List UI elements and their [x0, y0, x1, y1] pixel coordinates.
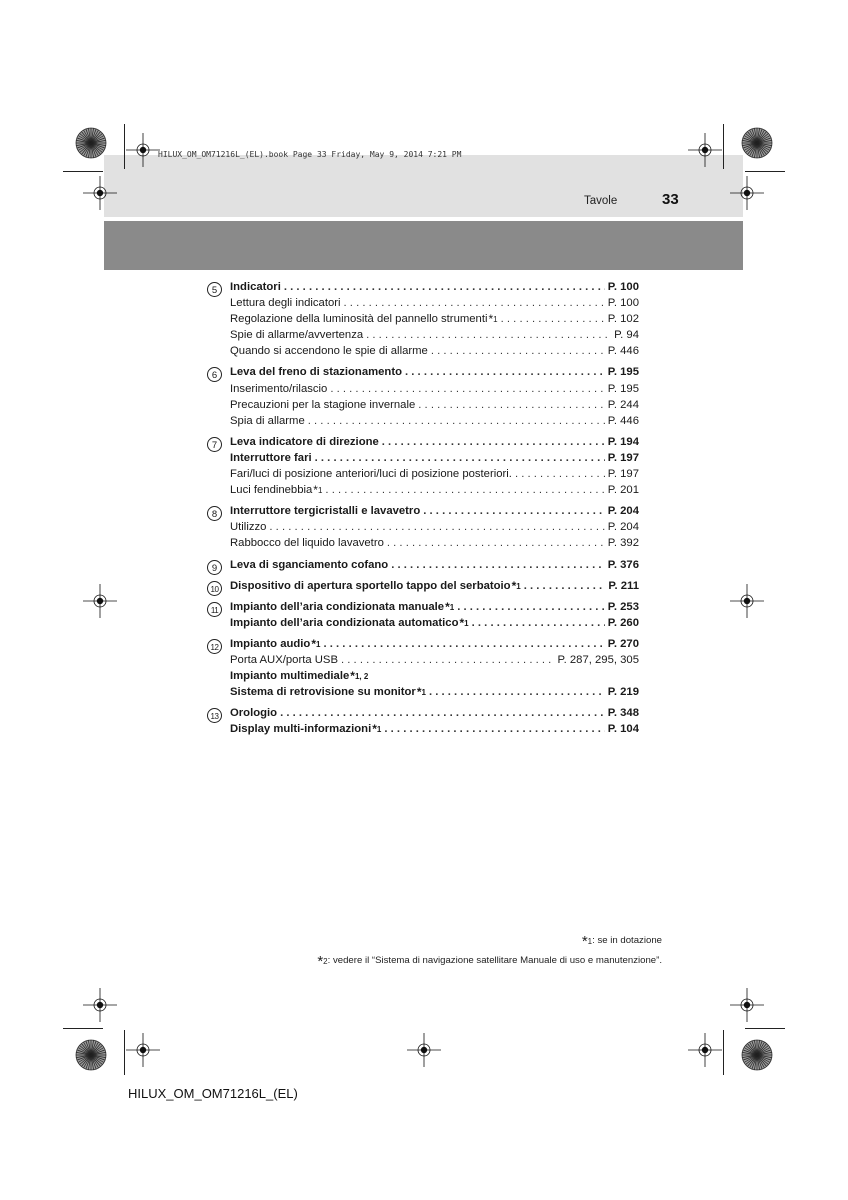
dot-leader: [280, 707, 605, 719]
toc-entry-title: Rabbocco del liquido lavavetro: [230, 537, 384, 550]
dot-leader: [384, 723, 604, 735]
dot-leader: [344, 297, 605, 309]
asterisk-icon: *: [459, 616, 465, 630]
toc-entry[interactable]: [230, 638, 639, 654]
toc-entry[interactable]: [230, 537, 639, 553]
toc-entry[interactable]: [230, 415, 639, 431]
trim-line: [63, 1028, 103, 1029]
crosshair-mark-icon: [83, 988, 117, 1022]
footnote-text: : vedere il “Sistema di navigazione satellitare Manuale di uso e manutenzione”.: [327, 955, 662, 966]
toc-entry-page: P. 195: [607, 382, 639, 395]
footnote-2: [317, 953, 662, 970]
toc-entry-title: Display multi-informazioni: [230, 723, 372, 736]
toc-entry[interactable]: [230, 707, 639, 723]
toc-entry-title: Interruttore fari: [230, 451, 312, 464]
toc-entry[interactable]: [230, 436, 639, 452]
dot-leader: [382, 436, 605, 448]
toc-entry-title: Porta AUX/porta USB: [230, 653, 338, 666]
toc-entry-title: Leva del freno di stazionamento: [230, 366, 402, 379]
toc-entry-page: P. 195: [607, 366, 639, 379]
footnote-reference: [372, 723, 382, 737]
dot-leader: [423, 505, 605, 517]
dot-leader: [315, 452, 605, 464]
footnote-reference: [350, 670, 369, 684]
toc-entry[interactable]: [230, 313, 639, 329]
dot-leader: [418, 399, 605, 411]
footnote-reference-number: 1: [464, 618, 469, 628]
toc-entry[interactable]: [230, 723, 639, 739]
toc-entry-page: P. 211: [608, 579, 639, 592]
footnote-mark: 1: [587, 937, 593, 946]
footnote-reference-number: 1: [317, 486, 323, 496]
trim-line: [124, 1030, 125, 1075]
dot-leader: [524, 580, 606, 592]
toc-entry-title: Fari/luci di posizione anteriori/luci di posizione posteriori.: [230, 468, 512, 481]
toc-entry[interactable]: [230, 559, 639, 575]
toc-group: [207, 559, 639, 575]
toc-group: [207, 580, 639, 596]
circled-number-icon: 12: [207, 639, 222, 654]
toc-entry[interactable]: [230, 345, 639, 361]
footnote-reference-number: 1: [421, 688, 426, 698]
toc-entry-page: P. 201: [607, 484, 639, 497]
asterisk-icon: *: [311, 637, 317, 651]
toc-entry-page: P. 392: [607, 537, 639, 550]
toc-group: [207, 436, 639, 500]
toc-group: [207, 638, 639, 702]
crosshair-mark-icon: [730, 176, 764, 210]
toc-entry[interactable]: [230, 670, 639, 686]
footer-code: HILUX_OM_OM71216L_(EL): [128, 1086, 298, 1101]
toc-entry-title: Sistema di retrovisione su monitor: [230, 686, 416, 699]
toc-entry-page: P. 446: [607, 345, 639, 358]
toc-entry-page: P. 260: [607, 616, 639, 629]
trim-line: [745, 171, 785, 172]
toc-entry-title: Spia di allarme: [230, 414, 305, 427]
dot-leader: [341, 654, 555, 666]
toc-entry-page: P. 100: [607, 297, 639, 310]
toc-entry-page: P. 204: [607, 521, 639, 534]
asterisk-icon: *: [313, 484, 318, 498]
toc-entry-page: P. 94: [614, 329, 639, 342]
circled-number-icon: 5: [207, 282, 222, 297]
toc-entry-title: Spie di allarme/avvertenza: [230, 329, 364, 342]
toc-entry-page: P. 270: [607, 637, 639, 650]
dot-leader: [330, 383, 604, 395]
header-dark-band: [104, 221, 743, 270]
toc-entry-page: P. 102: [607, 313, 639, 326]
toc-group: [207, 366, 639, 430]
asterisk-icon: *: [317, 953, 324, 970]
toc-entry-title: Regolazione della luminosità del pannello strumenti: [230, 313, 488, 326]
dot-leader: [323, 638, 604, 650]
dot-leader: [387, 537, 605, 549]
toc-entry[interactable]: [230, 329, 639, 345]
circled-number-icon: 13: [207, 708, 222, 723]
asterisk-icon: *: [581, 933, 588, 950]
circled-number-icon: 9: [207, 560, 222, 575]
crosshair-mark-icon: [126, 133, 160, 167]
footnote-reference: [511, 579, 521, 593]
crosshair-mark-icon: [688, 1033, 722, 1067]
toc-entry-title: Interruttore tergicristalli e lavavetro: [230, 505, 421, 518]
toc-entry-title: Dispositivo di apertura sportello tappo del serbatoio: [230, 579, 511, 592]
footnote-reference-number: 1: [449, 602, 455, 612]
trim-line: [745, 1028, 785, 1029]
toc-entry[interactable]: [230, 686, 639, 702]
asterisk-icon: *: [416, 686, 422, 700]
footnote-reference: [311, 637, 321, 651]
color-wheel-mark-icon: [74, 1038, 108, 1072]
toc-entry-page: P. 197: [607, 451, 639, 464]
crosshair-mark-icon: [126, 1033, 160, 1067]
color-wheel-mark-icon: [740, 1038, 774, 1072]
circled-number-icon: 7: [207, 437, 222, 452]
toc-entry[interactable]: [230, 654, 639, 670]
toc-entry-page: P. 376: [607, 558, 639, 571]
toc-list: [207, 281, 639, 739]
circled-number-icon: 6: [207, 367, 222, 382]
toc-entry-title: Leva indicatore di direzione: [230, 435, 379, 448]
footnote-reference-number: 1: [493, 315, 498, 325]
footnote-reference-number: 1: [316, 639, 321, 649]
dot-leader: [284, 281, 605, 293]
footnote-reference: [313, 484, 323, 498]
toc-entry[interactable]: [230, 383, 639, 399]
asterisk-icon: *: [372, 723, 377, 737]
circled-number-icon: 10: [207, 581, 222, 596]
toc-entry[interactable]: [230, 399, 639, 415]
footnote-1: [582, 933, 662, 950]
footnote-reference-number: 1: [376, 725, 382, 735]
toc-group: [207, 707, 639, 739]
toc-entry-page: P. 253: [607, 600, 639, 613]
toc-entry-page: P. 348: [607, 707, 639, 720]
footnote-reference: [445, 600, 455, 614]
page-number: 33: [662, 191, 679, 208]
toc-entry-title: Orologio: [230, 707, 278, 720]
trim-line: [63, 171, 103, 172]
toc-entry-title: Leva di sganciamento cofano: [230, 558, 389, 571]
toc-entry-title: Lettura degli indicatori: [230, 297, 341, 310]
trim-line: [723, 1030, 724, 1075]
footnote-reference: [416, 686, 426, 700]
circled-number-icon: 11: [207, 602, 222, 617]
asterisk-icon: *: [488, 313, 494, 327]
asterisk-icon: *: [350, 670, 355, 684]
dot-leader: [515, 468, 605, 480]
footnote-reference-number: 1: [516, 581, 521, 591]
toc-entry-title: Impianto audio: [230, 637, 311, 650]
toc-entry-page: P. 287, 295, 305: [557, 653, 639, 666]
toc-group: [207, 601, 639, 633]
dot-leader: [501, 313, 605, 325]
section-title: Tavole: [584, 195, 618, 207]
crosshair-mark-icon: [407, 1033, 441, 1067]
crosshair-mark-icon: [83, 176, 117, 210]
toc-entry[interactable]: [230, 521, 639, 537]
toc-group: [207, 281, 639, 361]
color-wheel-mark-icon: [74, 126, 108, 160]
dot-leader: [366, 329, 611, 341]
toc-entry-page: P. 446: [607, 414, 639, 427]
toc-entry[interactable]: [230, 452, 639, 468]
asterisk-icon: *: [511, 579, 517, 593]
crosshair-mark-icon: [730, 584, 764, 618]
dot-leader: [405, 366, 605, 378]
toc-entry[interactable]: [230, 617, 639, 633]
dot-leader: [472, 617, 605, 629]
toc-entry-title: Quando si accendono le spie di allarme: [230, 345, 428, 358]
toc-entry-title: Indicatori: [230, 281, 281, 293]
toc-entry-page: P. 100: [607, 281, 639, 293]
toc-entry[interactable]: [230, 297, 639, 313]
header-band: [104, 155, 743, 217]
dot-leader: [269, 521, 604, 533]
toc-entry[interactable]: [230, 505, 639, 521]
toc-entry-title: Luci fendinebbia: [230, 484, 313, 497]
toc-entry-title: Precauzioni per la stagione invernale: [230, 398, 416, 411]
dot-leader: [391, 559, 605, 571]
dot-leader: [431, 345, 605, 357]
footnote-reference-number: 1, 2: [354, 672, 369, 682]
footnote-mark: 2: [323, 957, 328, 966]
color-wheel-mark-icon: [740, 126, 774, 160]
toc-entry-title: Inserimento/rilascio: [230, 382, 328, 395]
toc-entry-page: P. 197: [607, 468, 639, 481]
crosshair-mark-icon: [688, 133, 722, 167]
toc-entry-title: Impianto dell’aria condizionata automatico: [230, 616, 459, 629]
trim-line: [723, 124, 724, 169]
toc-entry[interactable]: [230, 366, 639, 382]
book-info-line: HILUX_OM_OM71216L_(EL).book Page 33 Friday, May 9, 2014 7:21 PM: [158, 150, 462, 159]
toc-entry-title: Utilizzo: [230, 521, 267, 534]
toc-entry-page: P. 204: [607, 505, 639, 518]
footnote-reference: [488, 313, 498, 327]
footnote-reference: [459, 616, 469, 630]
dot-leader: [308, 415, 605, 427]
dot-leader: [325, 484, 604, 496]
toc-entry-page: P. 104: [607, 723, 639, 736]
toc-entry[interactable]: [230, 601, 639, 617]
toc-entry-page: P. 194: [607, 435, 639, 448]
toc-entry[interactable]: [230, 281, 639, 297]
dot-leader: [457, 601, 605, 613]
crosshair-mark-icon: [730, 988, 764, 1022]
footnote-text: : se in dotazione: [592, 935, 662, 946]
circled-number-icon: 8: [207, 506, 222, 521]
trim-line: [124, 124, 125, 169]
dot-leader: [429, 686, 605, 698]
toc-entry-page: P. 219: [607, 686, 639, 699]
toc-entry-title: Impianto dell’aria condizionata manuale: [230, 600, 445, 613]
toc-entry-page: P. 244: [607, 398, 639, 411]
toc-entry[interactable]: [230, 580, 639, 596]
toc-entry-title: Impianto multimediale: [230, 670, 350, 683]
toc-entry[interactable]: [230, 468, 639, 484]
toc-entry[interactable]: [230, 484, 639, 500]
asterisk-icon: *: [445, 600, 450, 614]
crosshair-mark-icon: [83, 584, 117, 618]
toc-group: [207, 505, 639, 553]
